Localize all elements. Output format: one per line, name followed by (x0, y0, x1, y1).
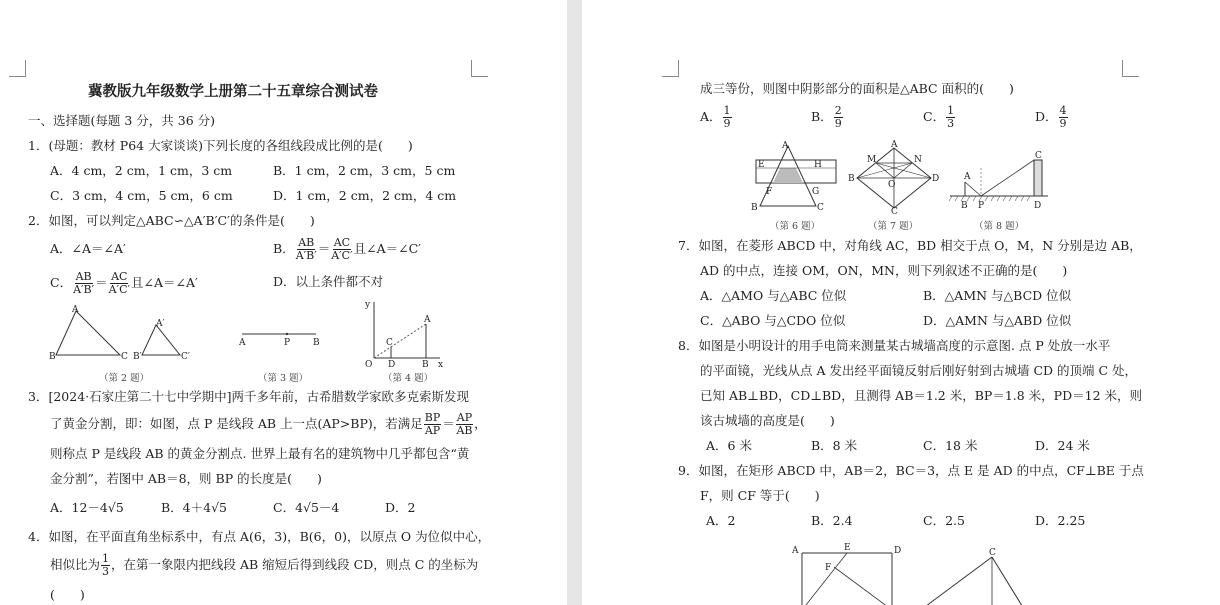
q8-line3: 已知 AB⊥BD，CD⊥BD，且测得 AB＝1.2 米，BP＝1.8 米，PD＝12 米，则 (700, 388, 1142, 403)
label-O: O (888, 180, 896, 190)
fraction (946, 105, 955, 130)
label-B: B (961, 201, 968, 211)
q8-option-d: D．24 米 (1035, 438, 1090, 453)
equals-sign: ＝ (442, 416, 455, 431)
label-O: O (365, 360, 373, 370)
q9-option-b: B．2.4 (811, 513, 853, 528)
caption-fig2: （第 2 题） (99, 373, 150, 384)
fraction (723, 105, 732, 130)
crop-mark-top-right (471, 60, 488, 77)
crop-mark-top-right (1122, 60, 1139, 77)
label-C-prime: C′ (181, 352, 190, 362)
label-C: C (121, 352, 128, 362)
label-D: D (932, 174, 940, 184)
q4-line1: 4．如图，在平面直角坐标系中，有点 A(6，3)，B(6，0)，以原点 O 为位似中心， (28, 529, 491, 544)
q2-stem: 2．如图，可以判定△ABC∽△A′B′C′的条件是( ) (28, 213, 315, 228)
q7-line2: AD 的中点，连接 OM，ON，MN，则下列叙述不正确的是( ) (700, 263, 1068, 278)
q9-option-a: A．2 (706, 513, 736, 528)
text: ， (474, 416, 487, 431)
equals-sign: ＝ (317, 241, 331, 256)
fraction (834, 105, 843, 130)
document-page-left (0, 0, 567, 605)
label-B: B (422, 360, 429, 370)
figure-q6-triangle-strip (750, 140, 842, 214)
label-F: F (766, 187, 773, 197)
label-N: N (914, 155, 922, 165)
fraction-denominator: A′B′ (295, 249, 317, 262)
q3-option-b: B．4＋4√5 (161, 500, 228, 515)
fraction (73, 271, 94, 296)
fraction (109, 271, 130, 296)
fraction-denominator: A′C′ (108, 283, 130, 296)
caption-fig3: （第 3 题） (258, 373, 309, 384)
q2-option-b (273, 236, 421, 262)
label-B: B (751, 203, 758, 213)
label-P: P (978, 201, 985, 211)
q1-stem: 1．(母题：教材 P64 大家谈谈)下列长度的各组线段成比例的是( ) (28, 138, 413, 153)
label-A: A (782, 141, 789, 151)
fraction (101, 553, 110, 578)
label-B: B (313, 338, 320, 348)
section-heading: 一、选择题(每题 3 分，共 36 分) (28, 113, 216, 128)
fraction-denominator: A′B′ (73, 283, 95, 296)
option-label: A． (700, 109, 722, 124)
q6-option-b (811, 103, 844, 131)
q9-option-c: C．2.5 (923, 513, 965, 528)
option-tail: 且∠A＝∠C′ (353, 241, 421, 256)
label-C: C (891, 207, 898, 217)
label-M: M (867, 155, 877, 165)
q3-option-a: A．12－4√5 (50, 500, 124, 515)
label-C: C (386, 338, 393, 348)
label-A: A (239, 338, 246, 348)
option-label: C． (50, 275, 73, 290)
q7-line1: 7．如图，在菱形 ABCD 中，对角线 AC，BD 相交于点 O，M，N 分别是边 AB， (678, 238, 1142, 253)
figure-q10-partial (916, 543, 1026, 605)
fraction-numerator: 2 (834, 104, 842, 117)
caption-fig7: （第 7 题） (868, 221, 919, 232)
q7-option-d: D．△AMN 与△ABD 位似 (923, 313, 1072, 328)
q3-line3: 则称点 P 是线段 AB 的黄金分割点. 世界上最有名的建筑物中几乎都包含“黄 (50, 446, 470, 461)
label-H: H (814, 160, 822, 170)
figure-q2-triangles (48, 305, 198, 365)
fraction-denominator: 3 (102, 565, 110, 578)
q6-option-d (1035, 103, 1069, 131)
crop-mark-top-left (9, 60, 26, 77)
figure-q4-coordinate (360, 298, 445, 368)
q8-line2: 的平面镜，光线从点 A 发出经平面镜反射后刚好射到古城墙 CD 的顶端 C 处， (700, 363, 1138, 378)
label-P: P (284, 338, 291, 348)
q6-option-a (700, 103, 733, 131)
label-y: y (365, 300, 371, 310)
caption-fig6: （第 6 题） (770, 221, 821, 232)
q1-option-a: A．4 cm，2 cm，1 cm，3 cm (50, 163, 233, 178)
text: ，在第一象限内把线段 AB 缩短后得到线段 CD，则点 C 的坐标为 (111, 557, 479, 572)
label-A: A (964, 172, 971, 182)
q6-line1: 成三等份，则图中阴影部分的面积是△ABC 面积的( ) (700, 81, 1014, 96)
q3-option-c: C．4√5－4 (273, 500, 340, 515)
q7-option-a: A．△AMO 与△ABC 位似 (700, 288, 847, 303)
fraction-numerator: 1 (947, 104, 955, 117)
fraction-numerator: BP (424, 411, 441, 424)
text: 相似比为 (50, 557, 101, 572)
fraction (296, 237, 317, 262)
option-label: B． (273, 241, 295, 256)
q3-option-d: D．2 (385, 500, 416, 515)
q9-option-d: D．2.25 (1035, 513, 1086, 528)
document-page-right (582, 0, 1220, 605)
label-E: E (844, 543, 851, 553)
caption-fig8: （第 8 题） (974, 221, 1025, 232)
fraction-denominator: AP (424, 424, 441, 437)
q1-option-d: D．1 cm，2 cm，2 cm，4 cm (273, 188, 457, 203)
text: 了黄金分割，即：如图，点 P 是线段 AB 上一点(AP>BP)，若满足 (50, 416, 423, 431)
q8-option-b: B．8 米 (811, 438, 858, 453)
fraction-denominator: 9 (834, 117, 842, 130)
fraction-numerator: 1 (102, 552, 110, 565)
fraction-numerator: AC (111, 270, 128, 283)
label-A: A (72, 305, 79, 315)
q7-option-b: B．△AMN 与△BCD 位似 (923, 288, 1072, 303)
label-B: B (848, 174, 855, 184)
label-A-prime: A′ (156, 319, 165, 329)
crop-mark-top-left (662, 60, 679, 77)
q8-line4: 该古城墙的高度是( ) (700, 413, 835, 428)
figure-q3-segment (236, 325, 326, 349)
q7-option-c: C．△ABO 与△CDO 位似 (700, 313, 846, 328)
q4-line2 (50, 551, 478, 579)
q9-line1: 9．如图，在矩形 ABCD 中，AB＝2，BC＝3，点 E 是 AD 的中点，CF⊥BE 于点 (678, 463, 1144, 478)
q1-option-c: C．3 cm，4 cm，5 cm，6 cm (50, 188, 233, 203)
fraction-numerator: AB (75, 270, 92, 283)
q8-option-c: C．18 米 (923, 438, 978, 453)
q2-option-d: D．以上条件都不对 (273, 274, 384, 289)
q6-option-c (923, 103, 956, 131)
q1-option-b: B．1 cm，2 cm，3 cm，5 cm (273, 163, 456, 178)
q2-option-a: A．∠A＝∠A′ (50, 241, 126, 256)
label-D: D (388, 360, 396, 370)
q8-option-a: A．6 米 (706, 438, 752, 453)
q9-line2: F，则 CF 等于( ) (700, 488, 820, 503)
q2-option-c (50, 270, 198, 296)
label-C: C (1035, 151, 1042, 161)
label-C: C (817, 203, 824, 213)
label-C: C (989, 548, 996, 558)
option-label: D． (1035, 109, 1058, 124)
fraction-denominator: AB (456, 424, 473, 437)
label-x: x (438, 360, 444, 370)
q3-line4: 金分割”，若图中 AB＝8，则 BP 的长度是( ) (50, 471, 322, 486)
fraction (1059, 105, 1068, 130)
fraction-numerator: 4 (1059, 104, 1067, 117)
fraction-denominator: 3 (947, 117, 955, 130)
label-B-prime: B′ (133, 352, 142, 362)
label-A: A (891, 140, 898, 150)
equals-sign: ＝ (95, 275, 108, 290)
label-D: D (894, 546, 902, 556)
caption-fig4: （第 4 题） (383, 373, 434, 384)
fraction-numerator: AP (456, 411, 473, 424)
label-A: A (424, 315, 431, 325)
fraction (331, 237, 352, 262)
label-B: B (49, 352, 56, 362)
fraction-denominator: 9 (1059, 117, 1067, 130)
page-title: 冀教版九年级数学上册第二十五章综合测试卷 (88, 84, 378, 100)
fraction-denominator: A′C′ (331, 249, 353, 262)
q3-line1: 3．[2024·石家庄第二十七中学期中]两千多年前，古希腊数学家欧多克索斯发现 (28, 389, 469, 404)
figure-q7-rhombus (846, 140, 940, 217)
fraction (456, 412, 473, 437)
fraction-numerator: AC (333, 236, 351, 249)
label-G: G (812, 187, 820, 197)
q4-line3: ( ) (50, 587, 85, 602)
fraction-denominator: 9 (723, 117, 731, 130)
q8-line1: 8．如图是小明设计的用手电筒来测量某古城墙高度的示意图. 点 P 处放一水平 (678, 338, 1111, 353)
label-A: A (792, 546, 799, 556)
option-tail: 且∠A＝∠A′ (130, 275, 198, 290)
label-D: D (1034, 201, 1042, 211)
q3-line2 (50, 410, 487, 438)
figure-q8-mirror (946, 146, 1056, 212)
fraction (424, 412, 442, 437)
fraction-numerator: 1 (723, 104, 731, 117)
fraction-numerator: AB (298, 236, 315, 249)
label-F: F (825, 563, 832, 573)
option-label: C． (923, 109, 946, 124)
figure-q9-rectangle (788, 540, 903, 605)
option-label: B． (811, 109, 833, 124)
label-E: E (758, 160, 765, 170)
